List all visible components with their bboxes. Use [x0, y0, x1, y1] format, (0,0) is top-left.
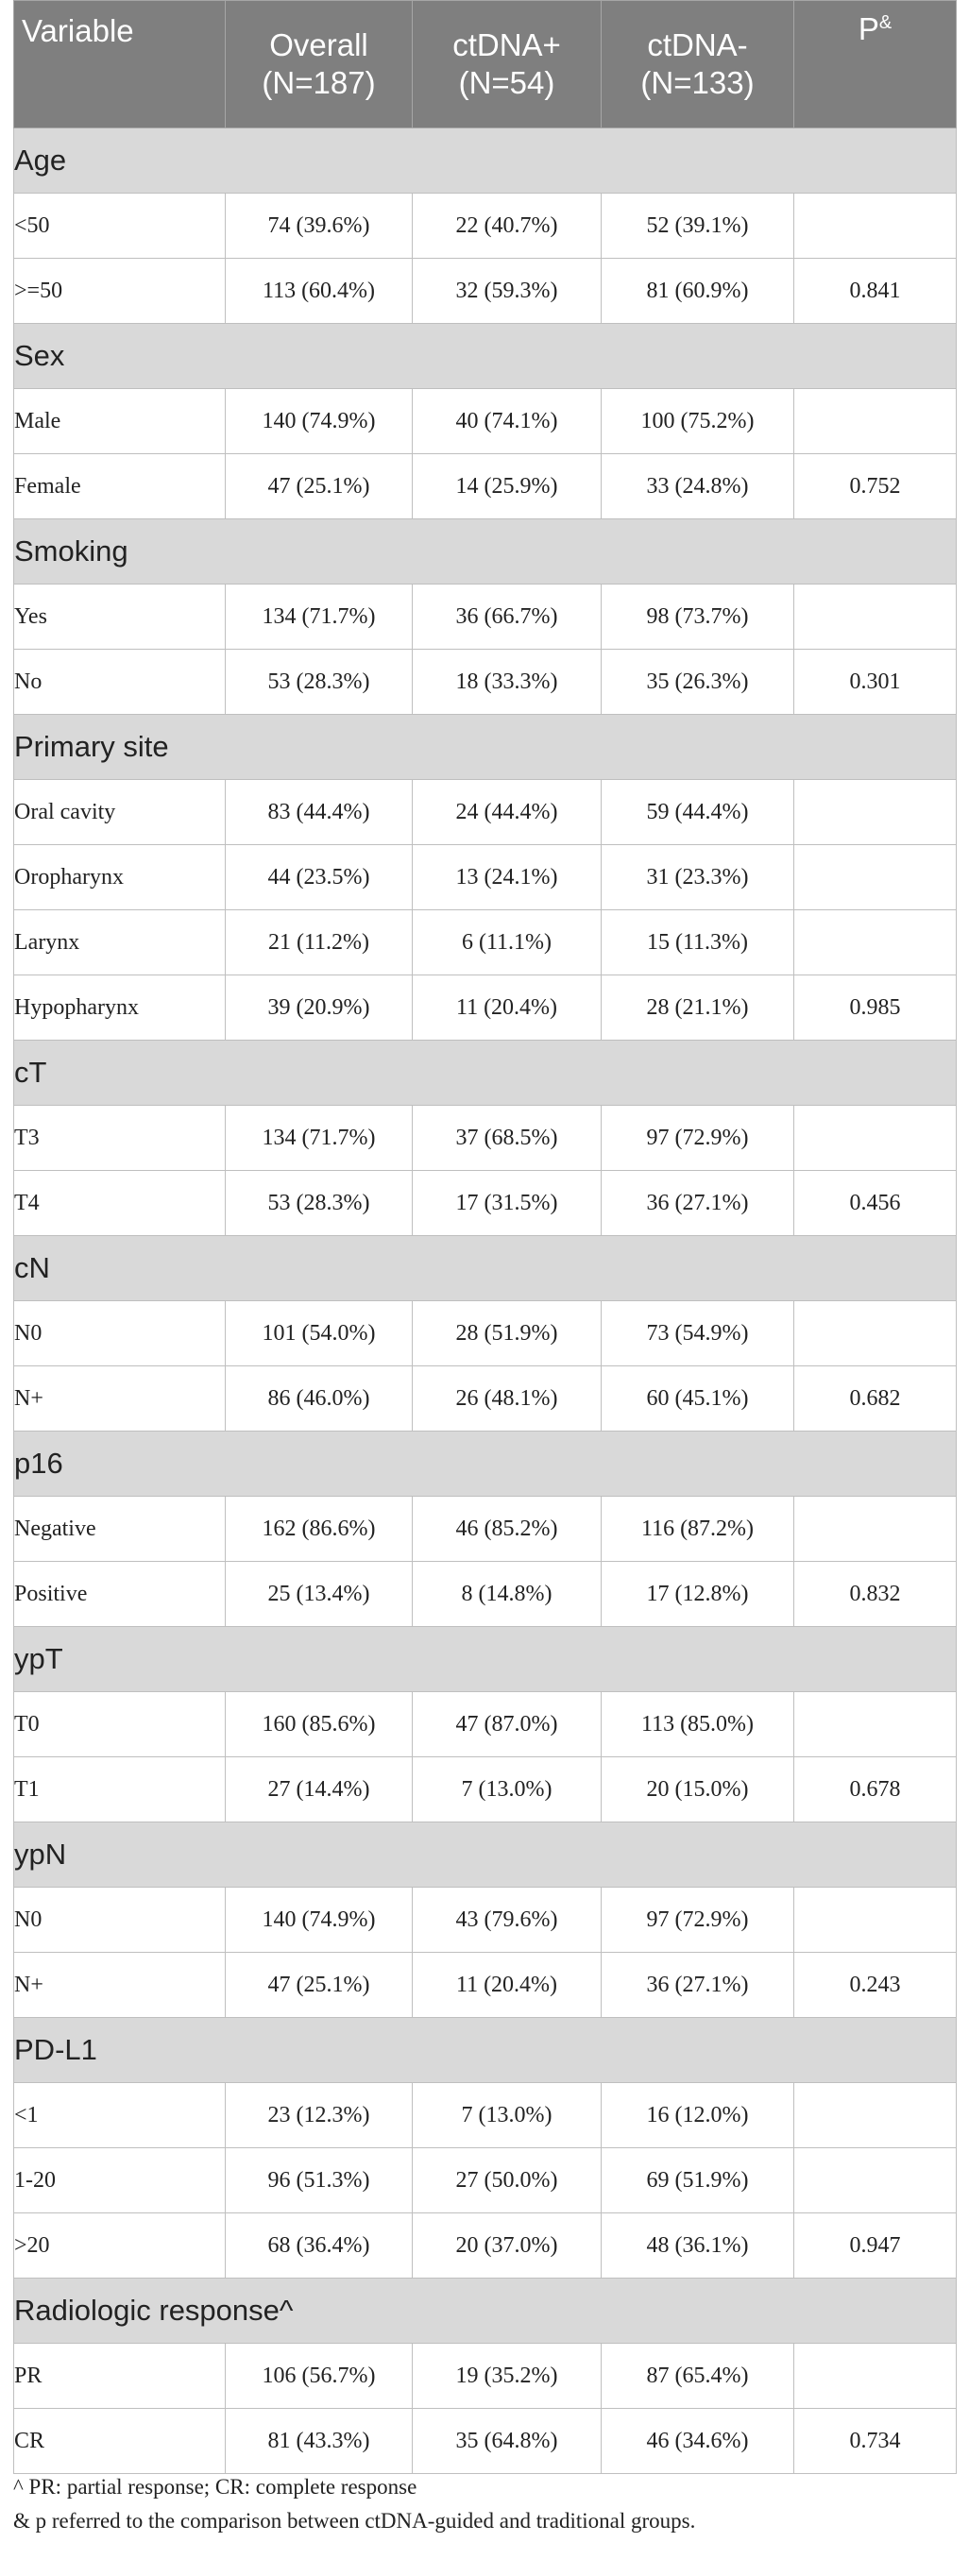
- header-p-value: [794, 1, 957, 128]
- cell-ctdna-positive: 46 (85.2%): [413, 1497, 602, 1562]
- table-row: [14, 1692, 957, 1757]
- table-row: [14, 975, 957, 1041]
- footnote-p-value: & p referred to the comparison between ctDNA-guided and traditional groups.: [13, 2509, 696, 2533]
- table-row: [14, 910, 957, 975]
- section-title: p16: [14, 1432, 957, 1497]
- section-title: ypN: [14, 1822, 957, 1888]
- footnote-response: ^ PR: partial response; CR: complete response: [13, 2475, 417, 2499]
- cell-ctdna-positive: 17 (31.5%): [413, 1171, 602, 1236]
- row-label: Oropharynx: [14, 845, 226, 910]
- cell-ctdna-positive: 11 (20.4%): [413, 1953, 602, 2018]
- cell-ctdna-negative: 48 (36.1%): [602, 2213, 794, 2279]
- table-row: [14, 2083, 957, 2148]
- row-label: N0: [14, 1301, 226, 1366]
- cell-p-value: 0.682: [794, 1366, 957, 1432]
- section-row: [14, 324, 957, 389]
- cell-ctdna-positive: 22 (40.7%): [413, 194, 602, 259]
- cell-ctdna-negative: 97 (72.9%): [602, 1888, 794, 1953]
- table-body: [14, 128, 957, 2474]
- cell-ctdna-positive: 11 (20.4%): [413, 975, 602, 1041]
- section-row: [14, 715, 957, 780]
- cell-ctdna-positive: 19 (35.2%): [413, 2344, 602, 2409]
- cell-overall: 27 (14.4%): [226, 1757, 413, 1822]
- cell-overall: 86 (46.0%): [226, 1366, 413, 1432]
- table-row: [14, 650, 957, 715]
- section-row: [14, 1627, 957, 1692]
- cell-ctdna-negative: 81 (60.9%): [602, 259, 794, 324]
- row-label: T3: [14, 1106, 226, 1171]
- section-row: [14, 519, 957, 585]
- cell-ctdna-positive: 20 (37.0%): [413, 2213, 602, 2279]
- table-row: [14, 1171, 957, 1236]
- table-row: [14, 1106, 957, 1171]
- cell-overall: 106 (56.7%): [226, 2344, 413, 2409]
- cell-p-value: 0.832: [794, 1562, 957, 1627]
- cell-p-value: 0.752: [794, 454, 957, 519]
- cell-ctdna-positive: 28 (51.9%): [413, 1301, 602, 1366]
- cell-ctdna-positive: 32 (59.3%): [413, 259, 602, 324]
- cell-ctdna-positive: 27 (50.0%): [413, 2148, 602, 2213]
- cell-overall: 39 (20.9%): [226, 975, 413, 1041]
- cell-overall: 101 (54.0%): [226, 1301, 413, 1366]
- section-row: [14, 1236, 957, 1301]
- cell-ctdna-negative: 35 (26.3%): [602, 650, 794, 715]
- characteristics-table: [13, 0, 957, 2474]
- cell-overall: 47 (25.1%): [226, 454, 413, 519]
- row-label: T0: [14, 1692, 226, 1757]
- cell-overall: 113 (60.4%): [226, 259, 413, 324]
- row-label: Negative: [14, 1497, 226, 1562]
- table-row: [14, 845, 957, 910]
- section-row: [14, 128, 957, 194]
- cell-ctdna-positive: 18 (33.3%): [413, 650, 602, 715]
- cell-overall: 47 (25.1%): [226, 1953, 413, 2018]
- cell-overall: 140 (74.9%): [226, 1888, 413, 1953]
- section-title: Radiologic response^: [14, 2279, 957, 2344]
- cell-ctdna-negative: 97 (72.9%): [602, 1106, 794, 1171]
- cell-ctdna-negative: 87 (65.4%): [602, 2344, 794, 2409]
- cell-ctdna-negative: 100 (75.2%): [602, 389, 794, 454]
- cell-ctdna-negative: 60 (45.1%): [602, 1366, 794, 1432]
- section-row: [14, 1432, 957, 1497]
- table-row: [14, 2213, 957, 2279]
- row-label: N+: [14, 1366, 226, 1432]
- header-p-label: P: [858, 11, 879, 46]
- cell-ctdna-negative: 116 (87.2%): [602, 1497, 794, 1562]
- cell-p-value: [794, 1301, 957, 1366]
- table-row: [14, 259, 957, 324]
- cell-ctdna-positive: 35 (64.8%): [413, 2409, 602, 2474]
- cell-ctdna-negative: 20 (15.0%): [602, 1757, 794, 1822]
- cell-overall: 74 (39.6%): [226, 194, 413, 259]
- table-row: [14, 1366, 957, 1432]
- header-row: [14, 1, 957, 128]
- section-row: [14, 1822, 957, 1888]
- section-title: cT: [14, 1041, 957, 1106]
- table-row: [14, 1953, 957, 2018]
- cell-ctdna-negative: 33 (24.8%): [602, 454, 794, 519]
- table-header: [14, 1, 957, 128]
- row-label: <50: [14, 194, 226, 259]
- cell-p-value: [794, 1692, 957, 1757]
- table-row: [14, 389, 957, 454]
- cell-p-value: [794, 1888, 957, 1953]
- cell-overall: 68 (36.4%): [226, 2213, 413, 2279]
- section-row: [14, 1041, 957, 1106]
- cell-overall: 134 (71.7%): [226, 1106, 413, 1171]
- row-label: Larynx: [14, 910, 226, 975]
- cell-overall: 25 (13.4%): [226, 1562, 413, 1627]
- cell-p-value: [794, 1497, 957, 1562]
- table-footnotes: [13, 2470, 956, 2538]
- cell-ctdna-negative: 31 (23.3%): [602, 845, 794, 910]
- cell-ctdna-negative: 46 (34.6%): [602, 2409, 794, 2474]
- cell-p-value: [794, 1106, 957, 1171]
- cell-overall: 81 (43.3%): [226, 2409, 413, 2474]
- table-row: [14, 1888, 957, 1953]
- cell-ctdna-negative: 28 (21.1%): [602, 975, 794, 1041]
- cell-ctdna-negative: 36 (27.1%): [602, 1171, 794, 1236]
- cell-ctdna-negative: 52 (39.1%): [602, 194, 794, 259]
- cell-p-value: [794, 2344, 957, 2409]
- cell-p-value: 0.985: [794, 975, 957, 1041]
- header-ctdna-positive: ctDNA+ (N=54): [413, 1, 602, 128]
- cell-p-value: 0.456: [794, 1171, 957, 1236]
- cell-ctdna-positive: 26 (48.1%): [413, 1366, 602, 1432]
- cell-overall: 53 (28.3%): [226, 650, 413, 715]
- row-label: >20: [14, 2213, 226, 2279]
- cell-ctdna-positive: 37 (68.5%): [413, 1106, 602, 1171]
- cell-ctdna-negative: 73 (54.9%): [602, 1301, 794, 1366]
- cell-overall: 160 (85.6%): [226, 1692, 413, 1757]
- row-label: Female: [14, 454, 226, 519]
- cell-ctdna-positive: 47 (87.0%): [413, 1692, 602, 1757]
- table-row: [14, 1497, 957, 1562]
- cell-overall: 83 (44.4%): [226, 780, 413, 845]
- cell-ctdna-negative: 36 (27.1%): [602, 1953, 794, 2018]
- row-label: Hypopharynx: [14, 975, 226, 1041]
- section-title: ypT: [14, 1627, 957, 1692]
- table-row: [14, 2148, 957, 2213]
- row-label: 1-20: [14, 2148, 226, 2213]
- table-row: [14, 1757, 957, 1822]
- cell-overall: 162 (86.6%): [226, 1497, 413, 1562]
- header-variable: Variable: [14, 1, 226, 128]
- cell-p-value: 0.678: [794, 1757, 957, 1822]
- table-row: [14, 1562, 957, 1627]
- cell-ctdna-negative: 59 (44.4%): [602, 780, 794, 845]
- row-label: Yes: [14, 585, 226, 650]
- table-row: [14, 585, 957, 650]
- section-title: PD-L1: [14, 2018, 957, 2083]
- header-p-superscript: &: [878, 12, 892, 33]
- cell-ctdna-positive: 8 (14.8%): [413, 1562, 602, 1627]
- row-label: T1: [14, 1757, 226, 1822]
- cell-ctdna-positive: 7 (13.0%): [413, 1757, 602, 1822]
- cell-overall: 53 (28.3%): [226, 1171, 413, 1236]
- row-label: >=50: [14, 259, 226, 324]
- cell-ctdna-positive: 43 (79.6%): [413, 1888, 602, 1953]
- cell-ctdna-negative: 16 (12.0%): [602, 2083, 794, 2148]
- cell-overall: 21 (11.2%): [226, 910, 413, 975]
- cell-p-value: 0.841: [794, 259, 957, 324]
- cell-ctdna-positive: 36 (66.7%): [413, 585, 602, 650]
- table-row: [14, 2344, 957, 2409]
- cell-p-value: 0.301: [794, 650, 957, 715]
- cell-p-value: [794, 2083, 957, 2148]
- table-row: [14, 1301, 957, 1366]
- cell-overall: 44 (23.5%): [226, 845, 413, 910]
- row-label: PR: [14, 2344, 226, 2409]
- cell-p-value: [794, 389, 957, 454]
- cell-overall: 134 (71.7%): [226, 585, 413, 650]
- cell-ctdna-negative: 15 (11.3%): [602, 910, 794, 975]
- cell-p-value: 0.947: [794, 2213, 957, 2279]
- cell-ctdna-negative: 69 (51.9%): [602, 2148, 794, 2213]
- table-row: [14, 780, 957, 845]
- cell-ctdna-negative: 113 (85.0%): [602, 1692, 794, 1757]
- row-label: N+: [14, 1953, 226, 2018]
- cell-p-value: [794, 910, 957, 975]
- header-overall: Overall (N=187): [226, 1, 413, 128]
- row-label: <1: [14, 2083, 226, 2148]
- cell-overall: 140 (74.9%): [226, 389, 413, 454]
- cell-p-value: [794, 845, 957, 910]
- cell-ctdna-positive: 7 (13.0%): [413, 2083, 602, 2148]
- row-label: CR: [14, 2409, 226, 2474]
- section-title: cN: [14, 1236, 957, 1301]
- cell-ctdna-positive: 14 (25.9%): [413, 454, 602, 519]
- cell-ctdna-negative: 98 (73.7%): [602, 585, 794, 650]
- cell-p-value: [794, 780, 957, 845]
- row-label: Male: [14, 389, 226, 454]
- cell-ctdna-positive: 24 (44.4%): [413, 780, 602, 845]
- cell-ctdna-positive: 40 (74.1%): [413, 389, 602, 454]
- header-ctdna-negative: ctDNA- (N=133): [602, 1, 794, 128]
- section-title: Primary site: [14, 715, 957, 780]
- cell-ctdna-positive: 6 (11.1%): [413, 910, 602, 975]
- cell-p-value: 0.243: [794, 1953, 957, 2018]
- cell-p-value: [794, 585, 957, 650]
- section-row: [14, 2279, 957, 2344]
- section-title: Sex: [14, 324, 957, 389]
- section-title: Smoking: [14, 519, 957, 585]
- cell-p-value: [794, 194, 957, 259]
- table-row: [14, 2409, 957, 2474]
- cell-overall: 23 (12.3%): [226, 2083, 413, 2148]
- row-label: No: [14, 650, 226, 715]
- table-row: [14, 454, 957, 519]
- row-label: T4: [14, 1171, 226, 1236]
- cell-p-value: [794, 2148, 957, 2213]
- row-label: N0: [14, 1888, 226, 1953]
- section-row: [14, 2018, 957, 2083]
- table-row: [14, 194, 957, 259]
- cell-p-value: 0.734: [794, 2409, 957, 2474]
- cell-ctdna-positive: 13 (24.1%): [413, 845, 602, 910]
- section-title: Age: [14, 128, 957, 194]
- cell-overall: 96 (51.3%): [226, 2148, 413, 2213]
- cell-ctdna-negative: 17 (12.8%): [602, 1562, 794, 1627]
- row-label: Positive: [14, 1562, 226, 1627]
- row-label: Oral cavity: [14, 780, 226, 845]
